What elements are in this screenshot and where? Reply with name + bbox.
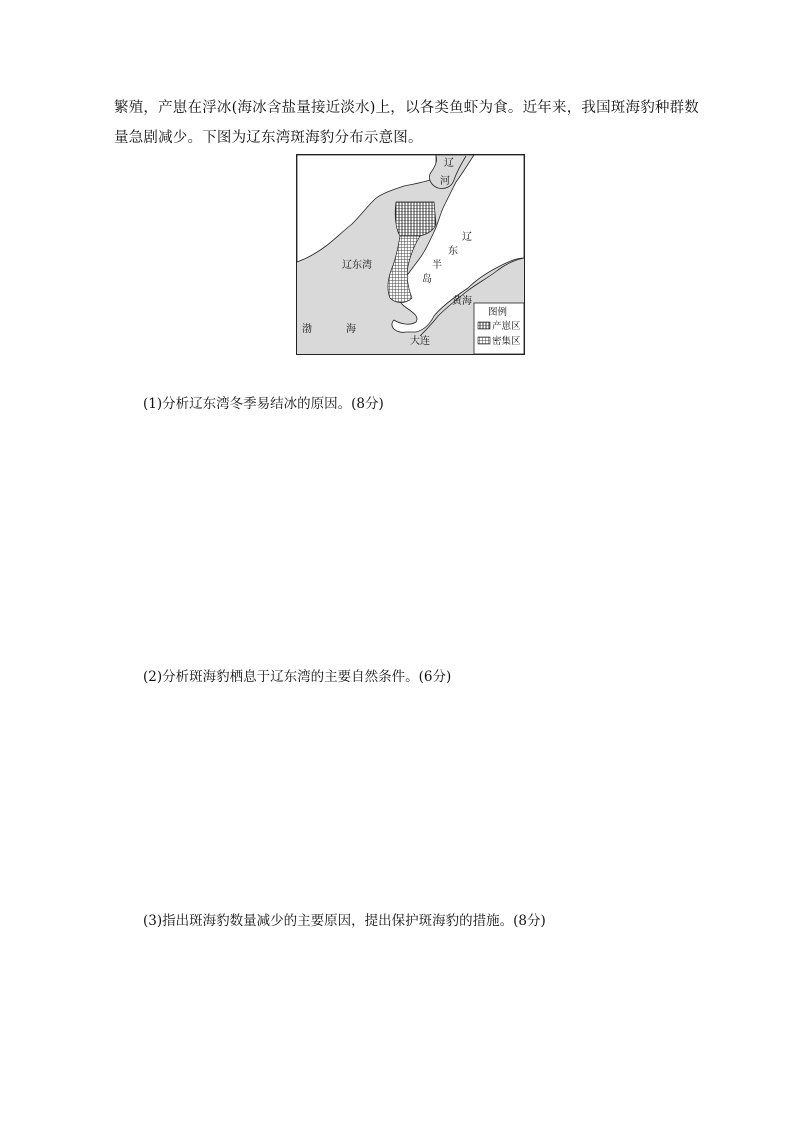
question-2: (2)分析斑海豹栖息于辽东湾的主要自然条件。(6分): [143, 669, 452, 685]
map-svg: [296, 154, 525, 355]
label-peninsula-2: 东: [448, 246, 458, 257]
intro-paragraph: [114, 93, 704, 153]
label-peninsula-3: 半: [432, 260, 442, 271]
label-dalian: 大连: [410, 336, 430, 347]
label-liao-river-2: 河: [440, 176, 450, 187]
legend-label-dense: 密集区: [492, 336, 521, 347]
intro-line-1: 繁殖，产崽在浮冰(海冰含盐量接近淡水)上，以各类鱼虾为食。近年来，我国斑海豹种群数: [114, 100, 700, 116]
label-peninsula-1: 辽: [462, 232, 472, 243]
legend-label-pupping: 产崽区: [492, 321, 521, 332]
label-bohai-1: 渤: [302, 324, 312, 335]
pupping-zone: [395, 202, 436, 236]
legend-title: 图例: [488, 307, 508, 318]
liaodong-bay-seal-map: [296, 154, 525, 355]
label-liaodong-bay: 辽东湾: [342, 260, 372, 271]
question-1: (1)分析辽东湾冬季易结冰的原因。(8分): [143, 396, 384, 412]
label-bohai-2: 海: [346, 324, 356, 335]
label-liao-river-1: 辽: [444, 158, 454, 169]
legend-swatch-pupping: [478, 322, 490, 329]
label-yellow-sea: 黄海: [452, 296, 472, 307]
question-3: (3)指出斑海豹数量减少的主要原因，提出保护斑海豹的措施。(8分): [143, 913, 546, 929]
intro-line-2: 量急剧减少。下图为辽东湾斑海豹分布示意图。: [114, 130, 423, 146]
map-legend: [474, 303, 524, 354]
legend-swatch-dense: [478, 337, 490, 344]
label-peninsula-4: 岛: [422, 274, 432, 285]
